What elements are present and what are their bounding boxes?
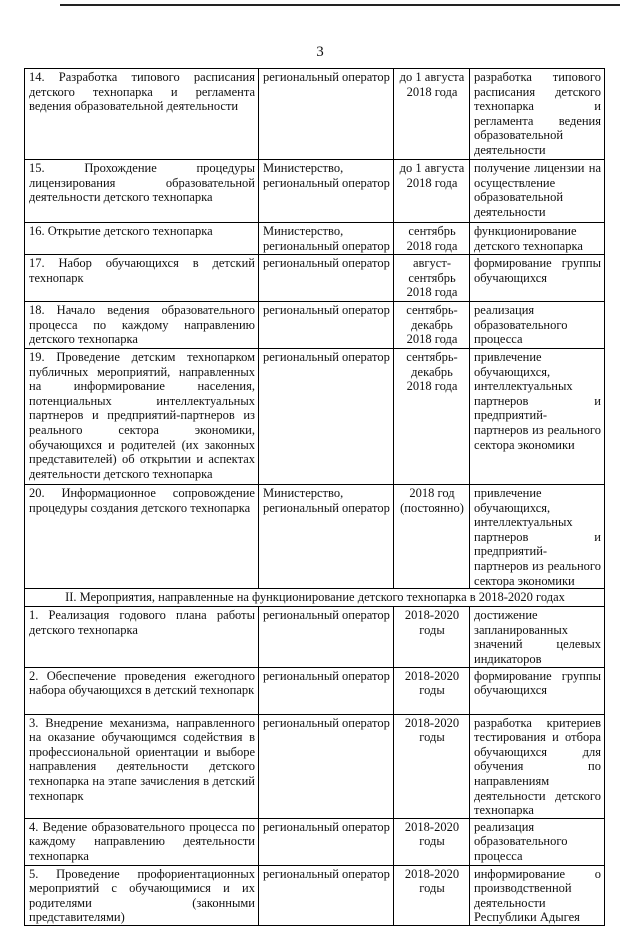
result-cell: формирование группы обучающихся xyxy=(470,667,605,714)
executor-cell: региональный оператор xyxy=(259,667,394,714)
result-cell: формирование группы обучающихся xyxy=(470,255,605,302)
page-number: 3 xyxy=(316,44,324,60)
executor-cell: региональный оператор xyxy=(259,865,394,925)
activity-cell: 3. Внедрение механизма, направленного на оказание обучающимся содействия в профессиональной ориентации и выборе направления деятельности детского технопарка на этапе зачисления в детский технопарк xyxy=(25,714,259,818)
deadline-cell: до 1 августа 2018 года xyxy=(394,160,470,223)
table-row xyxy=(25,818,605,865)
deadline-cell: сентябрь-декабрь 2018 года xyxy=(394,349,470,485)
deadline-cell: 2018-2020 годы xyxy=(394,865,470,925)
deadline-cell: 2018-2020 годы xyxy=(394,714,470,818)
result-cell: достижение запланированных значений целевых индикаторов xyxy=(470,607,605,667)
section-header-row xyxy=(25,589,605,607)
table-row xyxy=(25,302,605,349)
deadline-cell: 2018-2020 годы xyxy=(394,667,470,714)
executor-cell: региональный оператор xyxy=(259,255,394,302)
deadline-cell: до 1 августа 2018 года xyxy=(394,69,470,160)
result-cell: привлечение обучающихся, интеллектуальных партнеров и предприятий-партнеров из реального сектора экономики xyxy=(470,349,605,485)
table-row xyxy=(25,714,605,818)
activity-cell: 18. Начало ведения образовательного процесса по каждому направлению детского технопарка xyxy=(25,302,259,349)
table-row xyxy=(25,255,605,302)
result-cell: реализация образовательного процесса xyxy=(470,302,605,349)
executor-cell: региональный оператор xyxy=(259,607,394,667)
activity-cell: 15. Прохождение процедуры лицензирования образовательной деятельности детского технопарка xyxy=(25,160,259,223)
activity-cell: 5. Проведение профориентационных мероприятий с обучающимися и их родителями (законными представителями) xyxy=(25,865,259,925)
result-cell: реализация образовательного процесса xyxy=(470,818,605,865)
activity-cell: 19. Проведение детским технопарком публичных мероприятий, направленных на информирование населения, потенциальных интеллектуальных партнеров и предприятий-партнеров из реального сектора экономики, обучающихся и родителей (их законных представителей) об открытии и аспектах деятельности детского технопарка xyxy=(25,349,259,485)
executor-cell: региональный оператор xyxy=(259,302,394,349)
executor-cell: Министерство, региональный оператор xyxy=(259,485,394,589)
activity-cell: 16. Открытие детского технопарка xyxy=(25,223,259,255)
activity-cell: 4. Ведение образовательного процесса по каждому направлению деятельности технопарка xyxy=(25,818,259,865)
activity-cell: 1. Реализация годового плана работы детского технопарка xyxy=(25,607,259,667)
activity-cell: 17. Набор обучающихся в детский технопарк xyxy=(25,255,259,302)
deadline-cell: сентябрь-декабрь 2018 года xyxy=(394,302,470,349)
table-row xyxy=(25,69,605,160)
result-cell: информирование о производственной деятельности Республики Адыгея xyxy=(470,865,605,925)
deadline-cell: август-сентябрь 2018 года xyxy=(394,255,470,302)
action-plan-table xyxy=(24,68,605,926)
executor-cell: региональный оператор xyxy=(259,818,394,865)
executor-cell: региональный оператор xyxy=(259,69,394,160)
executor-cell: региональный оператор xyxy=(259,349,394,485)
activity-cell: 14. Разработка типового расписания детского технопарка и регламента ведения образовательной деятельности xyxy=(25,69,259,160)
table-row xyxy=(25,607,605,667)
executor-cell: Министерство, региональный оператор xyxy=(259,160,394,223)
activity-cell: 20. Информационное сопровождение процедуры создания детского технопарка xyxy=(25,485,259,589)
deadline-cell: 2018-2020 годы xyxy=(394,607,470,667)
deadline-cell: 2018 год (постоянно) xyxy=(394,485,470,589)
executor-cell: Министерство, региональный оператор xyxy=(259,223,394,255)
result-cell: разработка типового расписания детского технопарка и регламента ведения образовательной деятельности xyxy=(470,69,605,160)
top-scan-rule xyxy=(60,4,620,6)
result-cell: привлечение обучающихся, интеллектуальных партнеров и предприятий-партнеров из реального сектора экономики xyxy=(470,485,605,589)
table-row xyxy=(25,223,605,255)
result-cell: получение лицензии на осуществление образовательной деятельности xyxy=(470,160,605,223)
table-row xyxy=(25,485,605,589)
section-title: II. Мероприятия, направленные на функционирование детского технопарка в 2018-2020 годах xyxy=(25,589,605,607)
table-row xyxy=(25,667,605,714)
executor-cell: региональный оператор xyxy=(259,714,394,818)
table-row xyxy=(25,160,605,223)
deadline-cell: 2018-2020 годы xyxy=(394,818,470,865)
result-cell: разработка критериев тестирования и отбора обучающихся для обучения по направлениям деятельности детского технопарка xyxy=(470,714,605,818)
table-row xyxy=(25,349,605,485)
table-row xyxy=(25,865,605,925)
result-cell: функционирование детского технопарка xyxy=(470,223,605,255)
deadline-cell: сентябрь 2018 года xyxy=(394,223,470,255)
activity-cell: 2. Обеспечение проведения ежегодного набора обучающихся в детский технопарк xyxy=(25,667,259,714)
